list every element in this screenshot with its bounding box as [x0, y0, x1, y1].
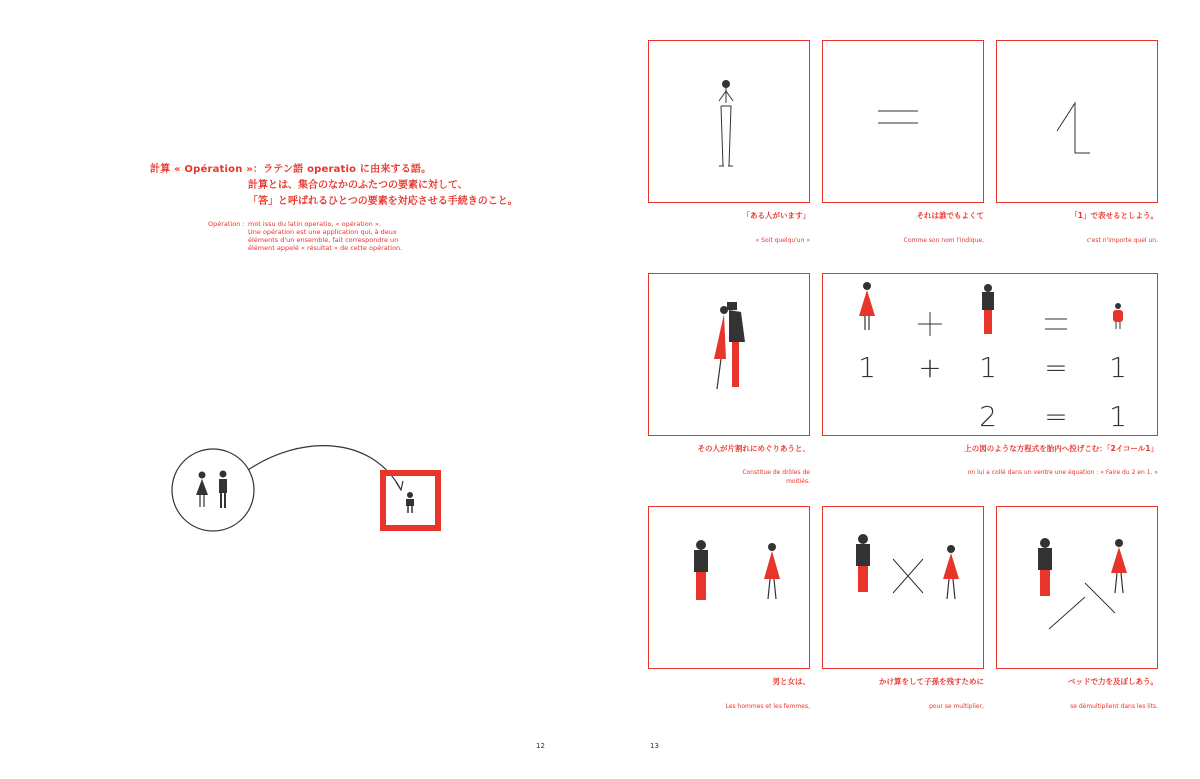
- panel-equals: [822, 40, 984, 203]
- panel-division: [996, 506, 1158, 669]
- french-line: mot issu du latin operatio, « opération ».: [248, 220, 381, 228]
- caption-jp: 「1」で表せるとしよう。: [1070, 211, 1158, 220]
- caption-fr: pour se multiplier,: [929, 703, 984, 710]
- set-circle: [172, 449, 254, 531]
- definition-body: [248, 178, 518, 210]
- caption-jp: 男と女は、: [772, 677, 810, 686]
- page-number-left: 12: [536, 742, 545, 750]
- man-figure-red: [982, 284, 994, 334]
- eq-op: =: [1044, 351, 1068, 384]
- child-figure-red: [1113, 303, 1123, 329]
- french-definition: [248, 220, 402, 252]
- woman-figure: [196, 472, 208, 508]
- operation-illustration: [160, 440, 460, 550]
- eq-digit: 1: [858, 351, 876, 384]
- multiply-illustration: [823, 507, 985, 670]
- panel-halves: [648, 273, 810, 436]
- definition-title: 計算 « Opération »：ラテン語 operatio に由来する語。: [150, 164, 432, 175]
- definition-line: 「答」と呼ばれるひとつの要素を対応させる手続きのこと。: [248, 196, 518, 207]
- caption-fr: « Soit quelqu'un »: [755, 237, 810, 244]
- eq-digit: 2: [979, 400, 997, 433]
- panel-person: [648, 40, 810, 203]
- page-number-right: 13: [650, 742, 659, 750]
- stick-figure-illustration: [649, 41, 811, 204]
- caption-fr: se démultiplient dans les lits.: [1070, 703, 1158, 710]
- caption-jp: 「ある人がいます」: [742, 211, 810, 220]
- eq-op: +: [918, 351, 942, 384]
- caption-jp: ベッドで力を及ぼしあう。: [1068, 677, 1158, 686]
- eq-digit: 1: [979, 351, 997, 384]
- eq-digit: 1: [1109, 351, 1127, 384]
- caption-fr: Les hommes et les femmes,: [725, 703, 810, 710]
- caption-jp: その人が片割れにめぐりあうと、: [697, 444, 810, 453]
- child-figure: [406, 492, 414, 513]
- panel-man-woman: [648, 506, 810, 669]
- equals-sign: [1045, 319, 1067, 329]
- french-line: Une opération est une application qui, à deux: [248, 228, 397, 236]
- plus-sign: [918, 312, 942, 336]
- caption-jp: それは誰でもよくて: [916, 211, 984, 220]
- caption-fr: c'est n'importe quel un.: [1086, 237, 1158, 244]
- caption-fr: Constitue de drôles de moitiés.: [742, 469, 810, 485]
- division-illustration: [997, 507, 1159, 670]
- caption-fr: on lui a collé dans un ventre une équation : « Faire du 2 en 1. »: [967, 469, 1158, 476]
- man-and-woman-illustration: [649, 507, 811, 670]
- caption-jp: かけ算をして子孫を残すために: [879, 677, 984, 686]
- mapping-arrow: [248, 446, 400, 488]
- panel-equation: [822, 273, 1158, 436]
- eq-digit: 1: [1109, 400, 1127, 433]
- french-line: éléments d'un ensemble, fait correspondre un: [248, 236, 399, 244]
- caption-jp: 上の図のような方程式を胎内へ投げこむ：「2イコール1」: [964, 444, 1158, 453]
- eq-op: =: [1044, 400, 1068, 433]
- equals-sign-illustration: [823, 41, 985, 204]
- man-figure: [219, 471, 227, 509]
- panel-multiply: [822, 506, 984, 669]
- definition-line: 計算とは、集合のなかのふたつの要素に対して、: [248, 180, 468, 191]
- woman-figure-red: [859, 282, 875, 330]
- french-line: élément appelé « résultat » de cette opération.: [248, 244, 403, 252]
- caption-fr: Comme son nom l'indique,: [903, 237, 984, 244]
- digit-one-illustration: [997, 41, 1159, 204]
- couple-halves-illustration: [649, 274, 811, 437]
- panel-one: [996, 40, 1158, 203]
- french-term: Opération :: [208, 220, 245, 228]
- equation-illustration: [823, 274, 1159, 437]
